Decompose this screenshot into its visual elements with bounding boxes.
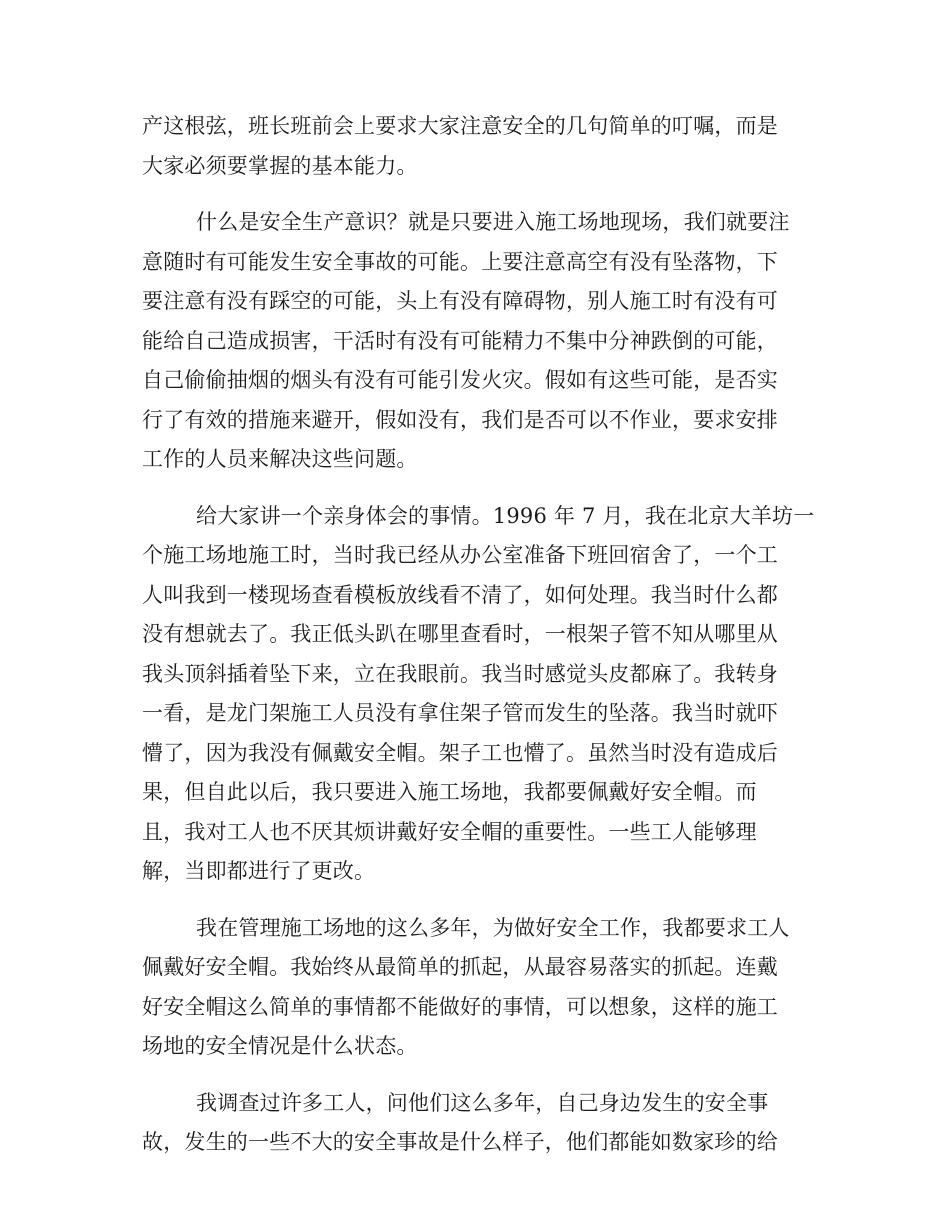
text-line: 工作的人员来解决这些问题。 [142, 447, 418, 471]
text-line: 且，我对工人也不厌其烦讲戴好安全帽的重要性。一些工人能够理 [142, 819, 757, 844]
text-line: 行了有效的措施来避开，假如没有，我们是否可以不作业，要求安排 [142, 407, 778, 432]
text-line: 我在管理施工场地的这么多年，为做好安全工作，我都要求工人 [196, 915, 790, 940]
text-line: 佩戴好安全帽。我始终从最简单的抓起，从最容易落实的抓起。连戴 [142, 955, 778, 979]
text-line: 人叫我到一楼现场查看模板放线看不清了，如何处理。我当时什么都 [142, 582, 778, 607]
text-line: 我调查过许多工人，问他们这么多年，自己身边发生的安全事 [196, 1090, 769, 1115]
document-body [142, 107, 815, 1180]
paragraph-4 [142, 909, 812, 1067]
text-line: 大家必须要掌握的基本能力。 [142, 153, 418, 178]
text-line: 意随时有可能发生安全事故的可能。上要注意高空有没有坠落物，下 [142, 249, 778, 274]
text-line: 个施工场地施工时，当时我已经从办公室准备下班回宿舍了，一个工 [142, 543, 778, 567]
text-line: 什么是安全生产意识？就是只要进入施工场地现场，我们就要注 [196, 210, 790, 234]
text-line: 我头顶斜插着坠下来，立在我眼前。我当时感觉头皮都麻了。我转身 [142, 661, 778, 686]
paragraph-2 [142, 203, 812, 480]
text-line: 果，但自此以后，我只要进入施工场地，我都要佩戴好安全帽。而 [142, 780, 757, 804]
text-line: 没有想就去了。我正低头趴在哪里查看时，一根架子管不知从哪里从 [142, 622, 778, 646]
text-line: 给大家讲一个亲身体会的事情。1996 年 7 月，我在北京大羊坊一 [196, 503, 815, 528]
text-line: 能给自己造成损害，干活时有没有可能精力不集中分神跌倒的可能， [142, 328, 778, 353]
text-line: 要注意有没有踩空的可能，头上有没有障碍物，别人施工时有没有可 [142, 289, 778, 313]
text-line: 懵了，因为我没有佩戴安全帽。架子工也懵了。虽然当时没有造成后 [142, 740, 778, 765]
text-line: 好安全帽这么简单的事情都不能做好的事情，可以想象，这样的施工 [142, 994, 778, 1019]
text-line: 产这根弦，班长班前会上要求大家注意安全的几句简单的叮嘱，而是 [142, 114, 778, 138]
text-line: 解，当即都进行了更改。 [142, 859, 376, 883]
text-line: 一看，是龙门架施工人员没有拿住架子管而发生的坠落。我当时就吓 [142, 701, 778, 725]
text-line: 场地的安全情况是什么状态。 [142, 1034, 418, 1058]
paragraph-3 [142, 497, 815, 892]
paragraph-1 [142, 107, 812, 186]
text-line: 故，发生的一些不大的安全事故是什么样子，他们都能如数家珍的给 [142, 1130, 778, 1154]
paragraph-5 [142, 1084, 812, 1163]
text-line: 自己偷偷抽烟的烟头有没有可能引发火灾。假如有这些可能，是否实 [142, 368, 778, 392]
